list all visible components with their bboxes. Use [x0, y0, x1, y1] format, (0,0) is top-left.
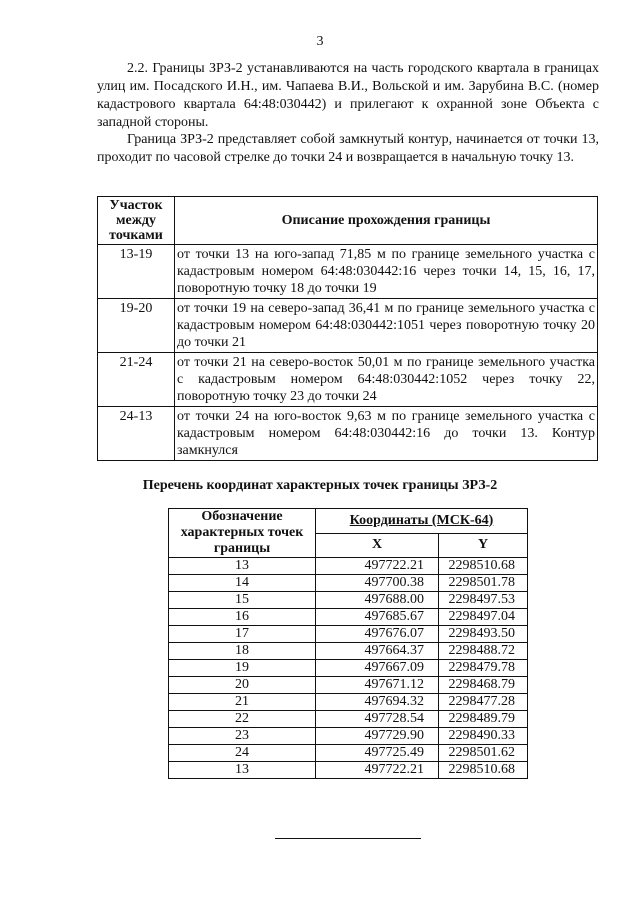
x-cell: 497688.00	[316, 592, 439, 609]
table-row	[169, 609, 528, 626]
table-row	[169, 558, 528, 575]
point-cell: 13	[169, 558, 316, 575]
y-cell: 2298510.68	[439, 762, 528, 779]
y-cell: 2298490.33	[439, 728, 528, 745]
point-cell: 16	[169, 609, 316, 626]
point-cell: 21	[169, 694, 316, 711]
boundary-description-table	[97, 196, 598, 461]
segment-cell: 19-20	[98, 299, 175, 353]
point-cell: 23	[169, 728, 316, 745]
point-cell: 22	[169, 711, 316, 728]
table-row	[169, 694, 528, 711]
header-coordinates-label: Координаты (МСК-64)	[349, 512, 494, 528]
table-row	[98, 353, 598, 407]
point-cell: 24	[169, 745, 316, 762]
header-segment: Участок между точками	[98, 197, 175, 245]
paragraph-contour: Граница ЗРЗ-2 представляет собой замкнутый контур, начинается от точки 13, проходит по часовой стрелке до точки 24 и возвращается в начальную точку 13.	[97, 132, 599, 165]
point-cell: 20	[169, 677, 316, 694]
x-cell: 497671.12	[316, 677, 439, 694]
point-cell: 18	[169, 643, 316, 660]
table-header-row	[98, 197, 598, 245]
y-cell: 2298489.79	[439, 711, 528, 728]
point-cell: 17	[169, 626, 316, 643]
x-cell: 497664.37	[316, 643, 439, 660]
x-cell: 497729.90	[316, 728, 439, 745]
y-cell: 2298493.50	[439, 626, 528, 643]
header-coordinates	[316, 509, 528, 534]
point-cell: 15	[169, 592, 316, 609]
separator-line	[275, 838, 421, 839]
point-cell: 19	[169, 660, 316, 677]
y-cell: 2298501.78	[439, 575, 528, 592]
x-cell: 497676.07	[316, 626, 439, 643]
table-row	[169, 592, 528, 609]
x-cell: 497700.38	[316, 575, 439, 592]
table-row	[169, 575, 528, 592]
x-cell: 497685.67	[316, 609, 439, 626]
page-number: 3	[316, 34, 324, 49]
table-row	[169, 626, 528, 643]
x-cell: 497694.32	[316, 694, 439, 711]
y-cell: 2298510.68	[439, 558, 528, 575]
y-cell: 2298488.72	[439, 643, 528, 660]
table-row	[98, 299, 598, 353]
description-cell: от точки 24 на юго-восток 9,63 м по границе земельного участка с кадастровым номером 64:48:030442:16 до точки 13. Контур замкнулся	[175, 407, 598, 461]
segment-cell: 13-19	[98, 245, 175, 299]
table-row	[169, 728, 528, 745]
y-cell: 2298501.62	[439, 745, 528, 762]
y-cell: 2298479.78	[439, 660, 528, 677]
paragraph-boundaries: 2.2. Границы ЗРЗ-2 устанавливаются на часть городского квартала в границах улиц им. Посадского И.Н., им. Чапаева В.И., Вольской и им. Зарубина В.С. (номер кадастрового квартала 64:48:030442) и прилегают к охранной зоне Объекта с западной стороны.	[97, 61, 599, 130]
y-cell: 2298497.53	[439, 592, 528, 609]
description-cell: от точки 21 на северо-восток 50,01 м по границе земельного участка с кадастровым номером 64:48:030442:1052 через точку 22, поворотную точку 23 до точки 24	[175, 353, 598, 407]
table-row	[98, 245, 598, 299]
segment-cell: 24-13	[98, 407, 175, 461]
table-row	[169, 660, 528, 677]
point-cell: 14	[169, 575, 316, 592]
table-row	[169, 643, 528, 660]
coordinates-table	[168, 508, 528, 779]
table-header-row	[169, 509, 528, 534]
table-row	[169, 762, 528, 779]
y-cell: 2298477.28	[439, 694, 528, 711]
point-cell: 13	[169, 762, 316, 779]
header-y: Y	[439, 533, 528, 558]
segment-cell: 21-24	[98, 353, 175, 407]
x-cell: 497667.09	[316, 660, 439, 677]
description-cell: от точки 19 на северо-запад 36,41 м по границе земельного участка с кадастровым номером 64:48:030442:1051 через поворотную точку 20 до точки 21	[175, 299, 598, 353]
y-cell: 2298497.04	[439, 609, 528, 626]
x-cell: 497722.21	[316, 558, 439, 575]
header-x: X	[316, 533, 439, 558]
x-cell: 497725.49	[316, 745, 439, 762]
x-cell: 497722.21	[316, 762, 439, 779]
table-row	[169, 745, 528, 762]
header-point-designation: Обозначение характерных точек границы	[169, 509, 316, 558]
table-row	[98, 407, 598, 461]
table-row	[169, 677, 528, 694]
coordinates-title: Перечень координат характерных точек границы ЗРЗ-2	[142, 478, 498, 493]
description-cell: от точки 13 на юго-запад 71,85 м по границе земельного участка с кадастровым номером 64:48:030442:16 через точки 14, 15, 16, 17, поворотную точку 18 до точки 19	[175, 245, 598, 299]
x-cell: 497728.54	[316, 711, 439, 728]
table-row	[169, 711, 528, 728]
header-description: Описание прохождения границы	[175, 197, 598, 245]
y-cell: 2298468.79	[439, 677, 528, 694]
